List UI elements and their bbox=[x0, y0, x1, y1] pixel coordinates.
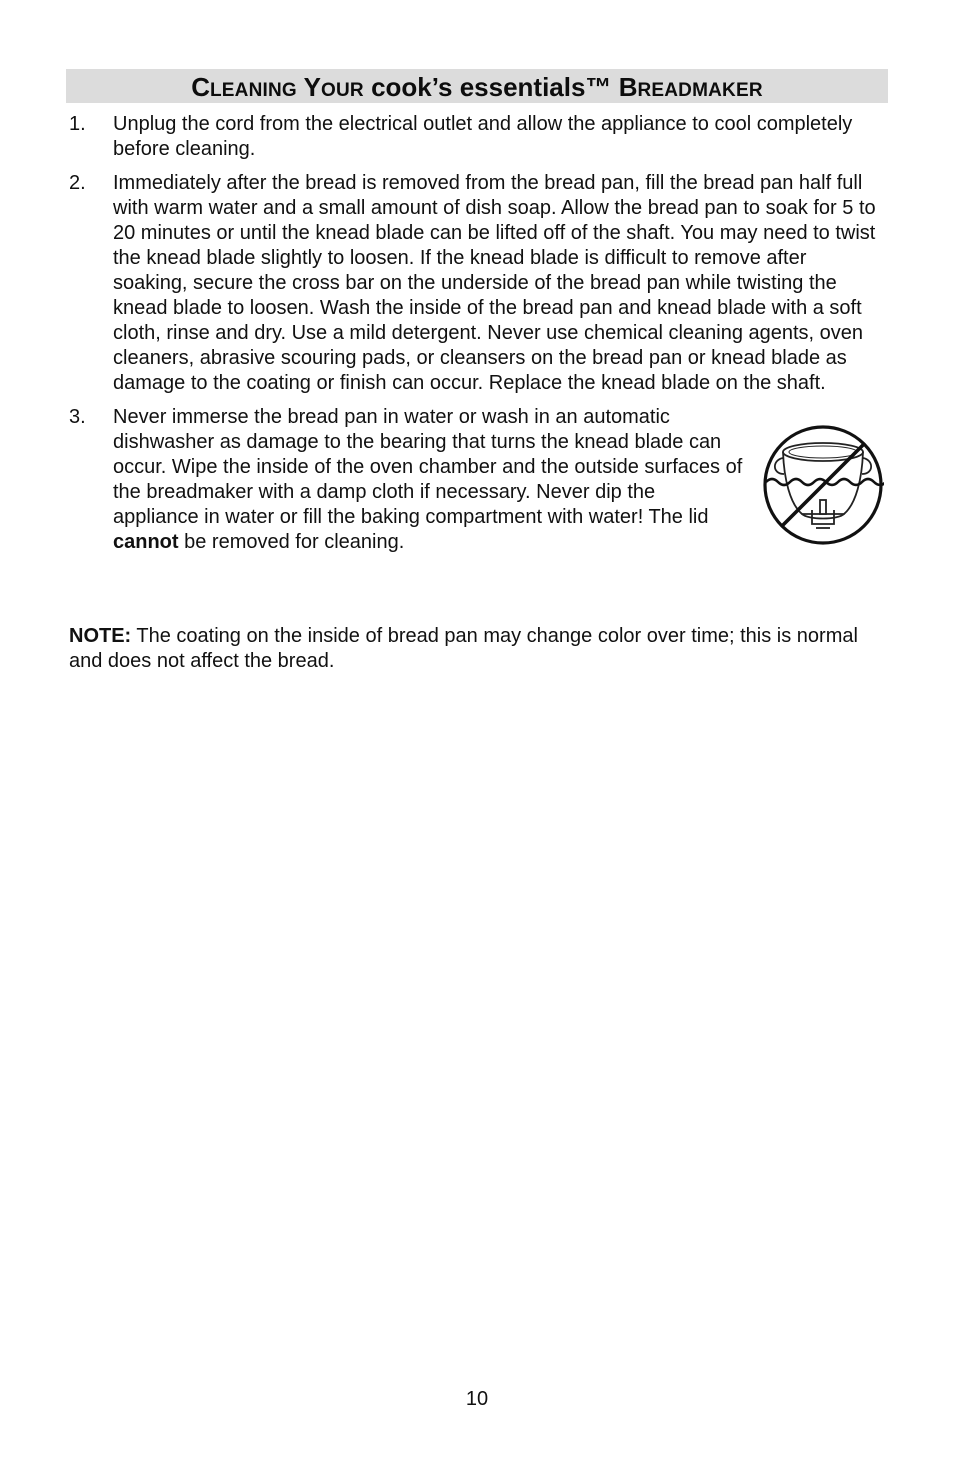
title-rest-breadmaker: READMAKER bbox=[637, 80, 763, 101]
item-text-end: be removed for cleaning. bbox=[178, 531, 405, 553]
note-text: The coating on the inside of bread pan may change color over time; this is normal and does not affect the bread. bbox=[69, 625, 858, 672]
item-text bbox=[113, 405, 743, 555]
item-text-start: Never immerse the bread pan in water or wash in an automatic dishwasher as damage to the bearing that turns the knead blade can occur. Wipe the inside of the oven chamber and the outside surfaces of the breadmaker with a damp cloth if necessary. Never dip the appliance in water or fill the baking compartment with water! The lid bbox=[113, 406, 743, 528]
title-brand: cook’s essentials™ bbox=[371, 72, 612, 102]
title-cap-b: B bbox=[618, 72, 638, 102]
list-item bbox=[69, 171, 884, 396]
item-number: 2. bbox=[69, 172, 86, 194]
item-text-bold: cannot bbox=[113, 531, 179, 553]
section-title bbox=[66, 69, 888, 103]
item-number: 1. bbox=[69, 113, 86, 135]
no-immerse-bread-pan-icon bbox=[762, 424, 884, 546]
list-item bbox=[69, 112, 884, 162]
title-cap-c: C bbox=[191, 72, 210, 102]
item-text: Unplug the cord from the electrical outlet and allow the appliance to cool completely before cleaning. bbox=[113, 113, 853, 160]
title-rest-your: OUR bbox=[321, 80, 364, 101]
page-number: 10 bbox=[465, 1388, 489, 1410]
title-cap-y: Y bbox=[303, 72, 322, 102]
note-paragraph bbox=[69, 624, 884, 674]
item-text: Immediately after the bread is removed from the bread pan, fill the bread pan half full with warm water and a small amount of dish soap. Allow the bread pan to soak for 5 to 20 minutes or until the knead blade can be lifted off of the shaft. You may need to twist the knead blade slightly to loosen. If the knead blade is difficult to remove after soaking, secure the cross bar on the underside of the bread pan while twisting the knead blade to loosen. Wash the inside of the bread pan and knead blade with a soft cloth, rinse and dry. Use a mild detergent. Never use chemical cleaning agents, oven cleaners, abrasive scouring pads, or cleansers on the bread pan or knead blade as damage to the coating or finish can occur. Replace the knead blade on the shaft. bbox=[113, 172, 876, 394]
note-label: NOTE: bbox=[69, 625, 132, 647]
title-rest-cleaning: LEANING bbox=[210, 80, 297, 101]
item-number: 3. bbox=[69, 406, 86, 428]
